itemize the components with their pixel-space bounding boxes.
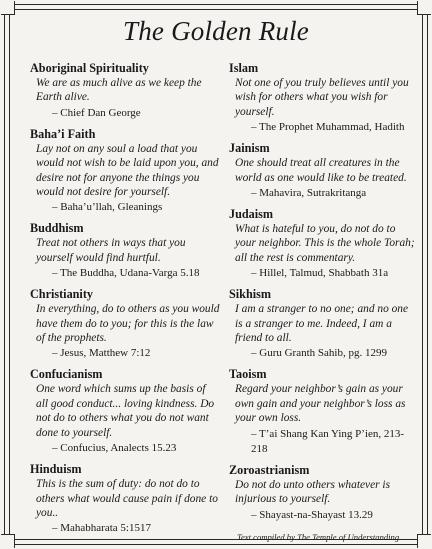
credit-line: Text compiled by The Temple of Understanding [237,531,400,542]
entry-hinduism [30,462,220,536]
entry-source: – Shayast-na-Shayast 13.29 [251,508,373,521]
entry-source: – Guru Granth Sahib, pg. 1299 [251,347,387,360]
entry-quote: What is hateful to you, do not do to your neighbor. This is the whole Torah; all the rest is commentary. [235,223,415,264]
entry-source: – Baha’u’llah, Gleanings [52,201,163,214]
entry-judaism [229,207,415,281]
entry-heading: Hinduism [30,462,82,477]
entry-source: – The Prophet Muhammad, Hadith [251,121,405,134]
entry-quote: Do not do unto others whatever is injurious to yourself. [235,478,391,506]
entry-source: – Hillel, Talmud, Shabbath 31a [251,267,389,280]
entry-heading: Jainism [229,141,270,156]
entry-heading: Confucianism [30,367,103,382]
entry-source: – Confucius, Analects 15.23 [52,442,177,455]
entry-islam [229,61,415,135]
entry-heading: Judaism [229,207,274,222]
entry-quote: Treat not others in ways that you yourself would find hurtful. [36,237,186,264]
entry-zoroastrianism [229,463,415,523]
entry-quote: One word which sums up the basis of all good conduct... loving kindness. Do not do to others what you do not want done to yourself. [36,383,215,439]
entry-quote: This is the sum of duty: do not do to others what would cause pain if done to you.. [36,478,218,519]
entry-heading: Baha’i Faith [30,126,96,141]
corner-ornament-top-left [1,1,15,15]
entry-quote: Regard your neighbor’s gain as your own gain and your neighbor’s loss as your own loss. [235,383,406,425]
entry-heading: Aboriginal Spirituality [30,61,149,75]
entry-heading: Zoroastrianism [229,462,310,477]
entry-heading: Islam [229,61,259,75]
entry-christianity [30,287,220,361]
entry-heading: Christianity [30,287,93,302]
entry-taoism [229,367,415,456]
entry-quote: One should treat all creatures in the world as one would like to be treated. [235,157,407,184]
entry-heading: Buddhism [30,221,84,236]
entry-aboriginal-spirituality [30,61,220,121]
right-column [229,61,415,543]
page-title: The Golden Rule [123,16,309,46]
entry-quote: In everything, do to others as you would have them do to you; for this is the law of the prophets. [36,303,220,345]
left-column [30,61,220,542]
corner-ornament-top-right [417,1,431,15]
entry-bahai-faith [30,127,220,216]
entry-source: – Chief Dan George [52,106,141,119]
entry-heading: Sikhism [229,287,272,302]
entry-source: – T’ai Shang Kan Ying P’ien, 213-218 [251,427,405,455]
entry-source: – Jesus, Matthew 7:12 [52,347,151,360]
entry-quote: I am a stranger to no one; and no one is a stranger to me. Indeed, I am a friend to all. [235,303,409,345]
corner-ornament-bottom-left [1,534,15,548]
entry-confucianism [30,367,220,456]
entry-sikhism [229,287,415,361]
entry-source: – Mahabharata 5:1517 [52,522,151,535]
entry-source: – Mahavira, Sutrakritanga [251,187,367,200]
entry-jainism [229,141,415,201]
entry-quote: Lay not on any soul a load that you would not wish to be laid upon you, and desire not for anyone the things you would not desire for yourself. [36,142,219,199]
entry-quote: Not one of you truly believes until you wish for others what you wish for yourself. [235,77,409,118]
entry-buddhism [30,221,220,281]
entry-heading: Taoism [229,367,267,382]
entry-source: – The Buddha, Udana-Varga 5.18 [52,267,200,280]
corner-ornament-bottom-right [417,534,431,548]
entry-quote: We are as much alive as we keep the Earth alive. [36,77,202,104]
